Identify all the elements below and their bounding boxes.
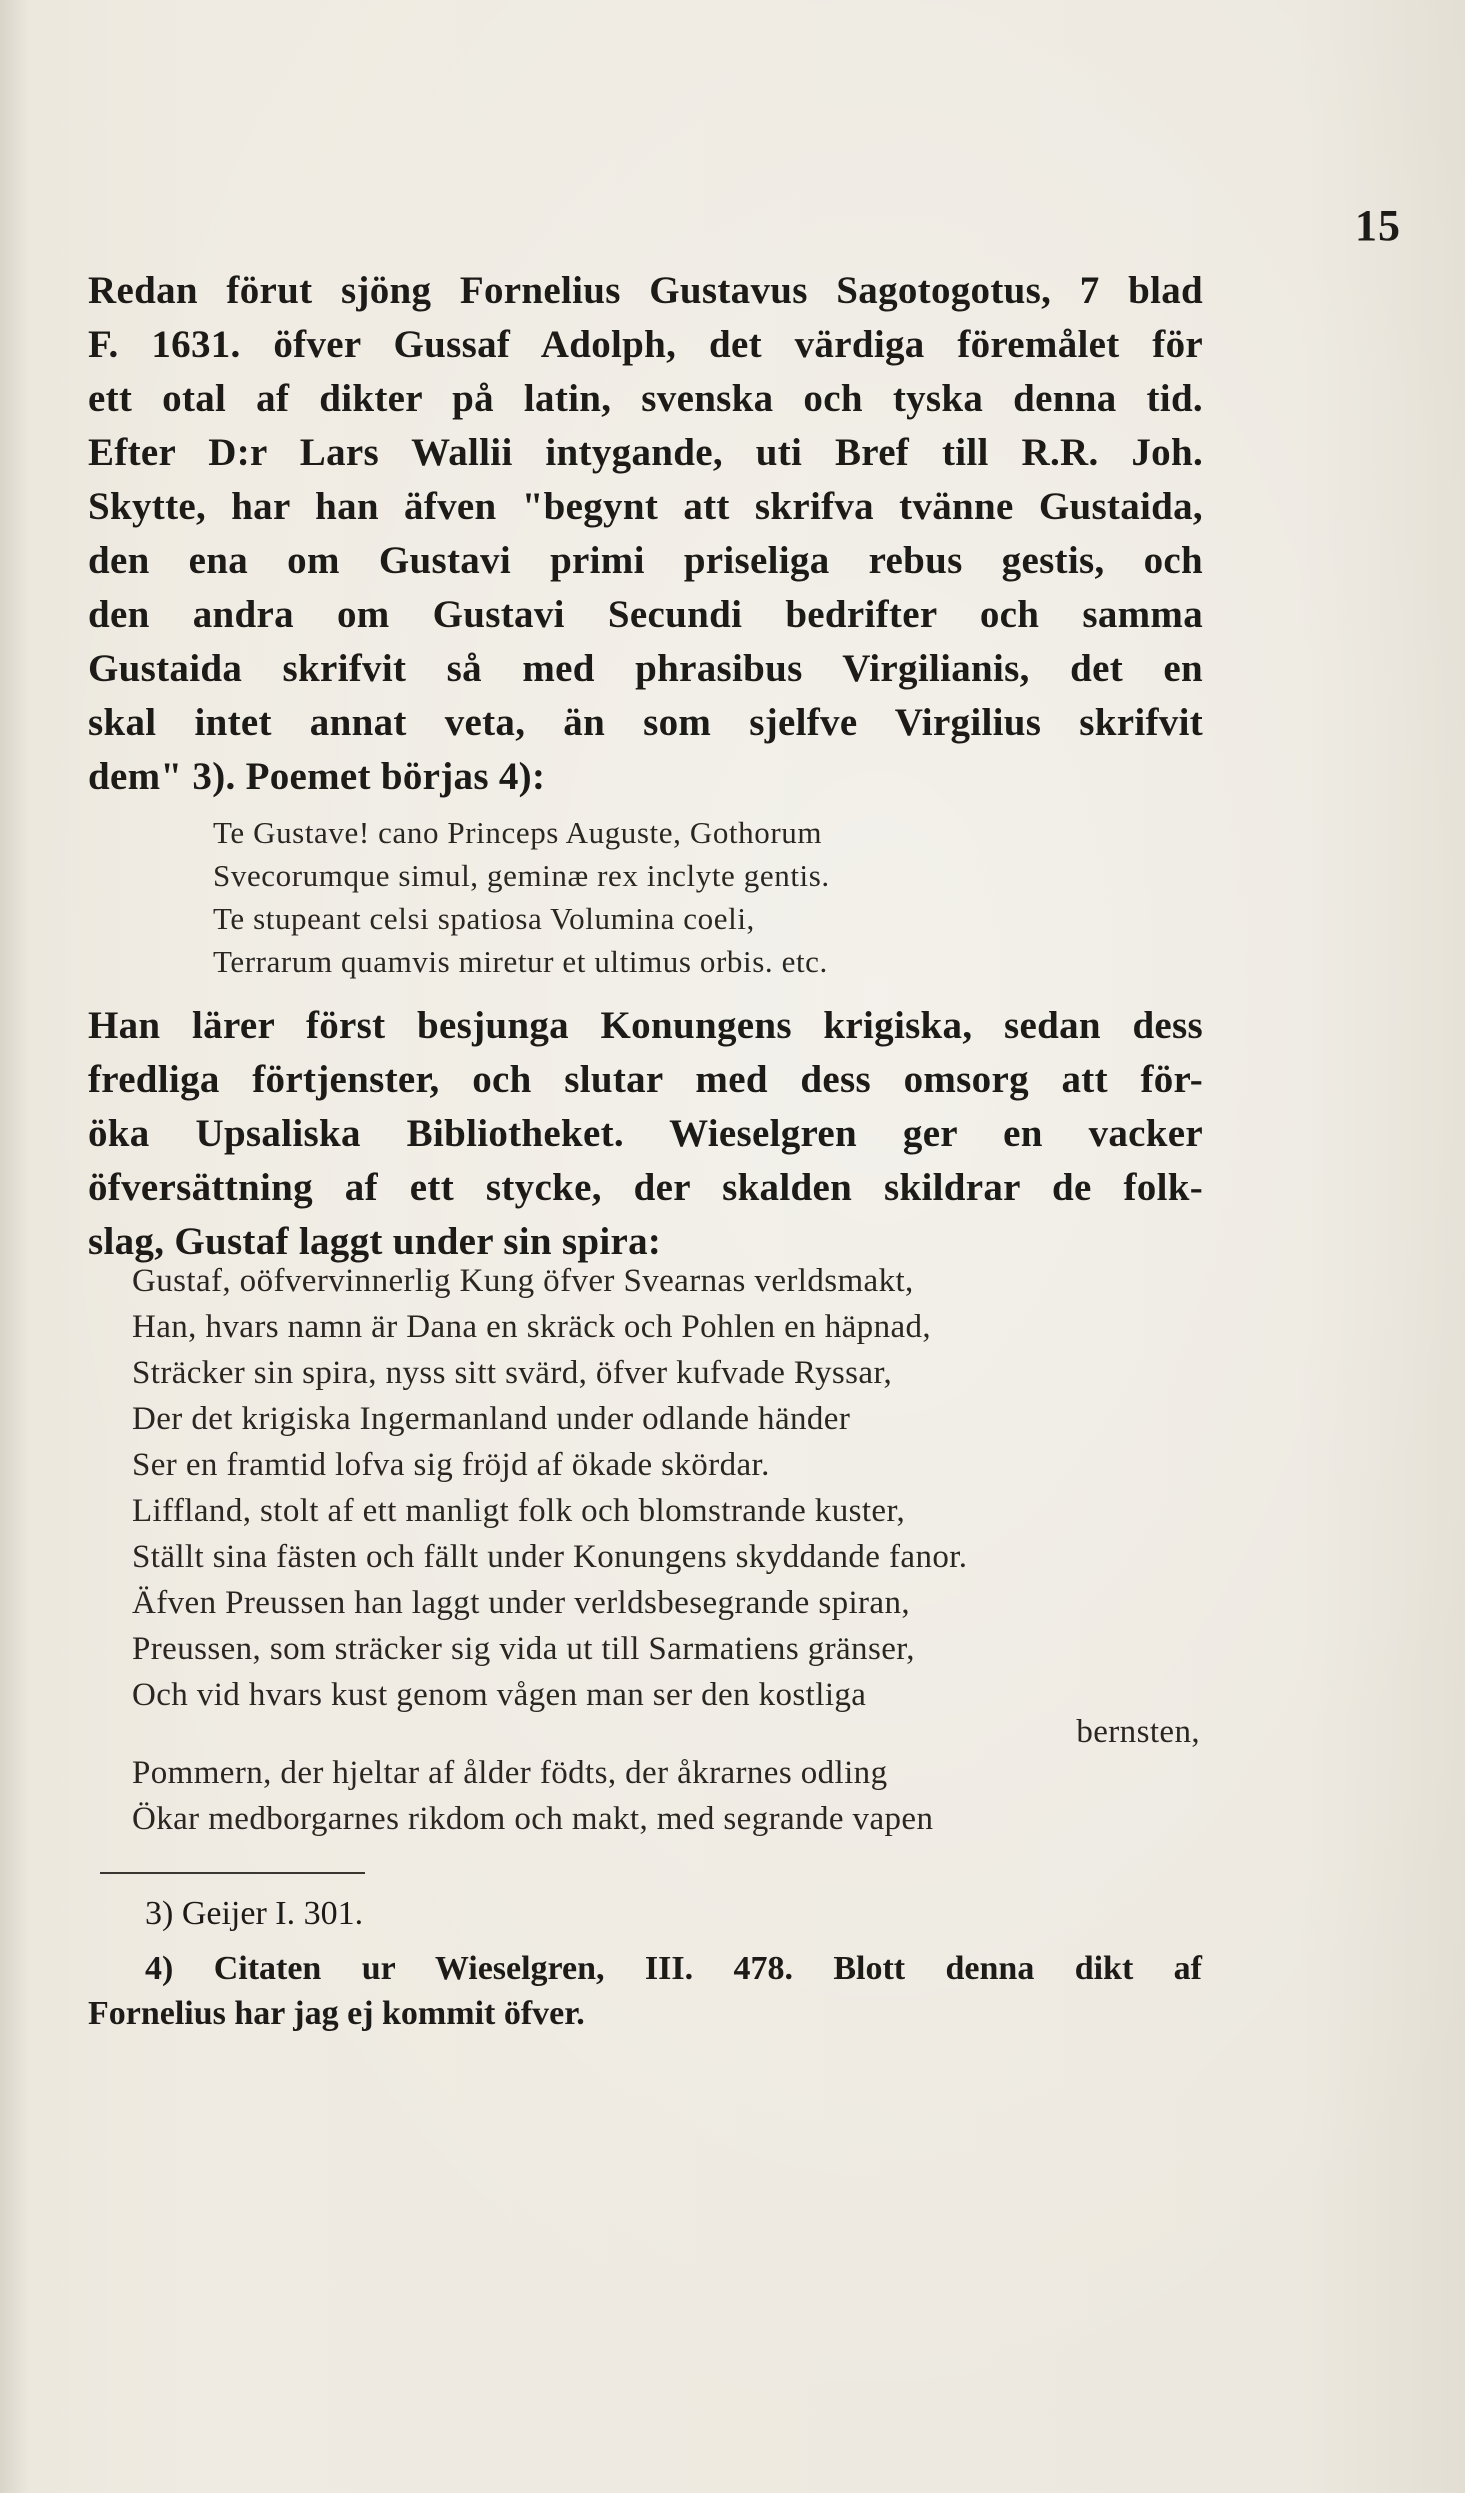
text-line: Gustaida skrifvit så med phrasibus Virgilianis, det en xyxy=(88,647,1203,690)
footnote-divider xyxy=(100,1872,365,1874)
verse-line: Svecorumque simul, geminæ rex inclyte gentis. xyxy=(213,858,830,893)
page-number: 15 xyxy=(1355,201,1401,250)
text-line: ett otal af dikter på latin, svenska och tyska denna tid. xyxy=(88,377,1203,420)
verse-line: Ser en framtid lofva sig fröjd af ökade skördar. xyxy=(132,1447,770,1483)
verse-line: Sträcker sin spira, nyss sitt svärd, öfver kufvade Ryssar, xyxy=(132,1355,893,1391)
footnote-3: 3) Geijer I. 301. xyxy=(145,1895,364,1932)
text-line: Skytte, har han äfven "begynt att skrifva tvänne Gustaida, xyxy=(88,485,1203,528)
text-line: Han lärer först besjunga Konungens krigiska, sedan dess xyxy=(88,1004,1203,1047)
text-line: öfversättning af ett stycke, der skalden skildrar de folk- xyxy=(88,1166,1203,1209)
verse-line: Liffland, stolt af ett manligt folk och blomstrande kuster, xyxy=(132,1493,906,1529)
verse-line: Te stupeant celsi spatiosa Volumina coeli, xyxy=(213,901,755,936)
verse-line: Ställt sina fästen och fällt under Konungens skyddande fanor. xyxy=(132,1539,968,1575)
verse-line: Gustaf, oöfvervinnerlig Kung öfver Svearnas verldsmakt, xyxy=(132,1263,914,1299)
text-line: skal intet annat veta, än som sjelfve Virgilius skrifvit xyxy=(88,701,1203,744)
text-line: den ena om Gustavi primi priseliga rebus gestis, och xyxy=(88,539,1203,582)
text-line: slag, Gustaf laggt under sin spira: xyxy=(88,1220,662,1263)
text-line: Efter D:r Lars Wallii intygande, uti Bref till R.R. Joh. xyxy=(88,431,1203,474)
text-line: Redan förut sjöng Fornelius Gustavus Sagotogotus, 7 blad xyxy=(88,269,1203,312)
verse-line: Der det krigiska Ingermanland under odlande händer xyxy=(132,1401,851,1437)
text-line: dem" 3). Poemet börjas 4): xyxy=(88,755,546,798)
footnote-4-continuation: Fornelius har jag ej kommit öfver. xyxy=(88,1995,585,2032)
verse-line: Terrarum quamvis miretur et ultimus orbis. etc. xyxy=(213,944,828,979)
text-line: öka Upsaliska Bibliotheket. Wieselgren ger en vacker xyxy=(88,1112,1203,1155)
verse-line: Ökar medborgarnes rikdom och makt, med segrande vapen xyxy=(132,1801,934,1837)
verse-line: Te Gustave! cano Princeps Auguste, Gothorum xyxy=(213,815,823,850)
text-line: F. 1631. öfver Gussaf Adolph, det värdiga föremålet för xyxy=(88,323,1203,366)
text-line: den andra om Gustavi Secundi bedrifter och samma xyxy=(88,593,1203,636)
verse-line: Äfven Preussen han laggt under verldsbesegrande spiran, xyxy=(132,1585,911,1621)
verse-line: Preussen, som sträcker sig vida ut till Sarmatiens gränser, xyxy=(132,1631,915,1667)
verse-line: Och vid hvars kust genom vågen man ser den kostliga xyxy=(132,1677,867,1713)
text-line: fredliga förtjenster, och slutar med dess omsorg att för- xyxy=(88,1058,1203,1101)
verse-line: Pommern, der hjeltar af ålder födts, der åkrarnes odling xyxy=(132,1755,888,1791)
verse-line: Han, hvars namn är Dana en skräck och Pohlen en häpnad, xyxy=(132,1309,932,1345)
verse-line-runover: bernsten, xyxy=(1076,1714,1200,1750)
footnote-4: 4) Citaten ur Wieselgren, III. 478. Blott denna dikt af xyxy=(145,1950,1202,1987)
